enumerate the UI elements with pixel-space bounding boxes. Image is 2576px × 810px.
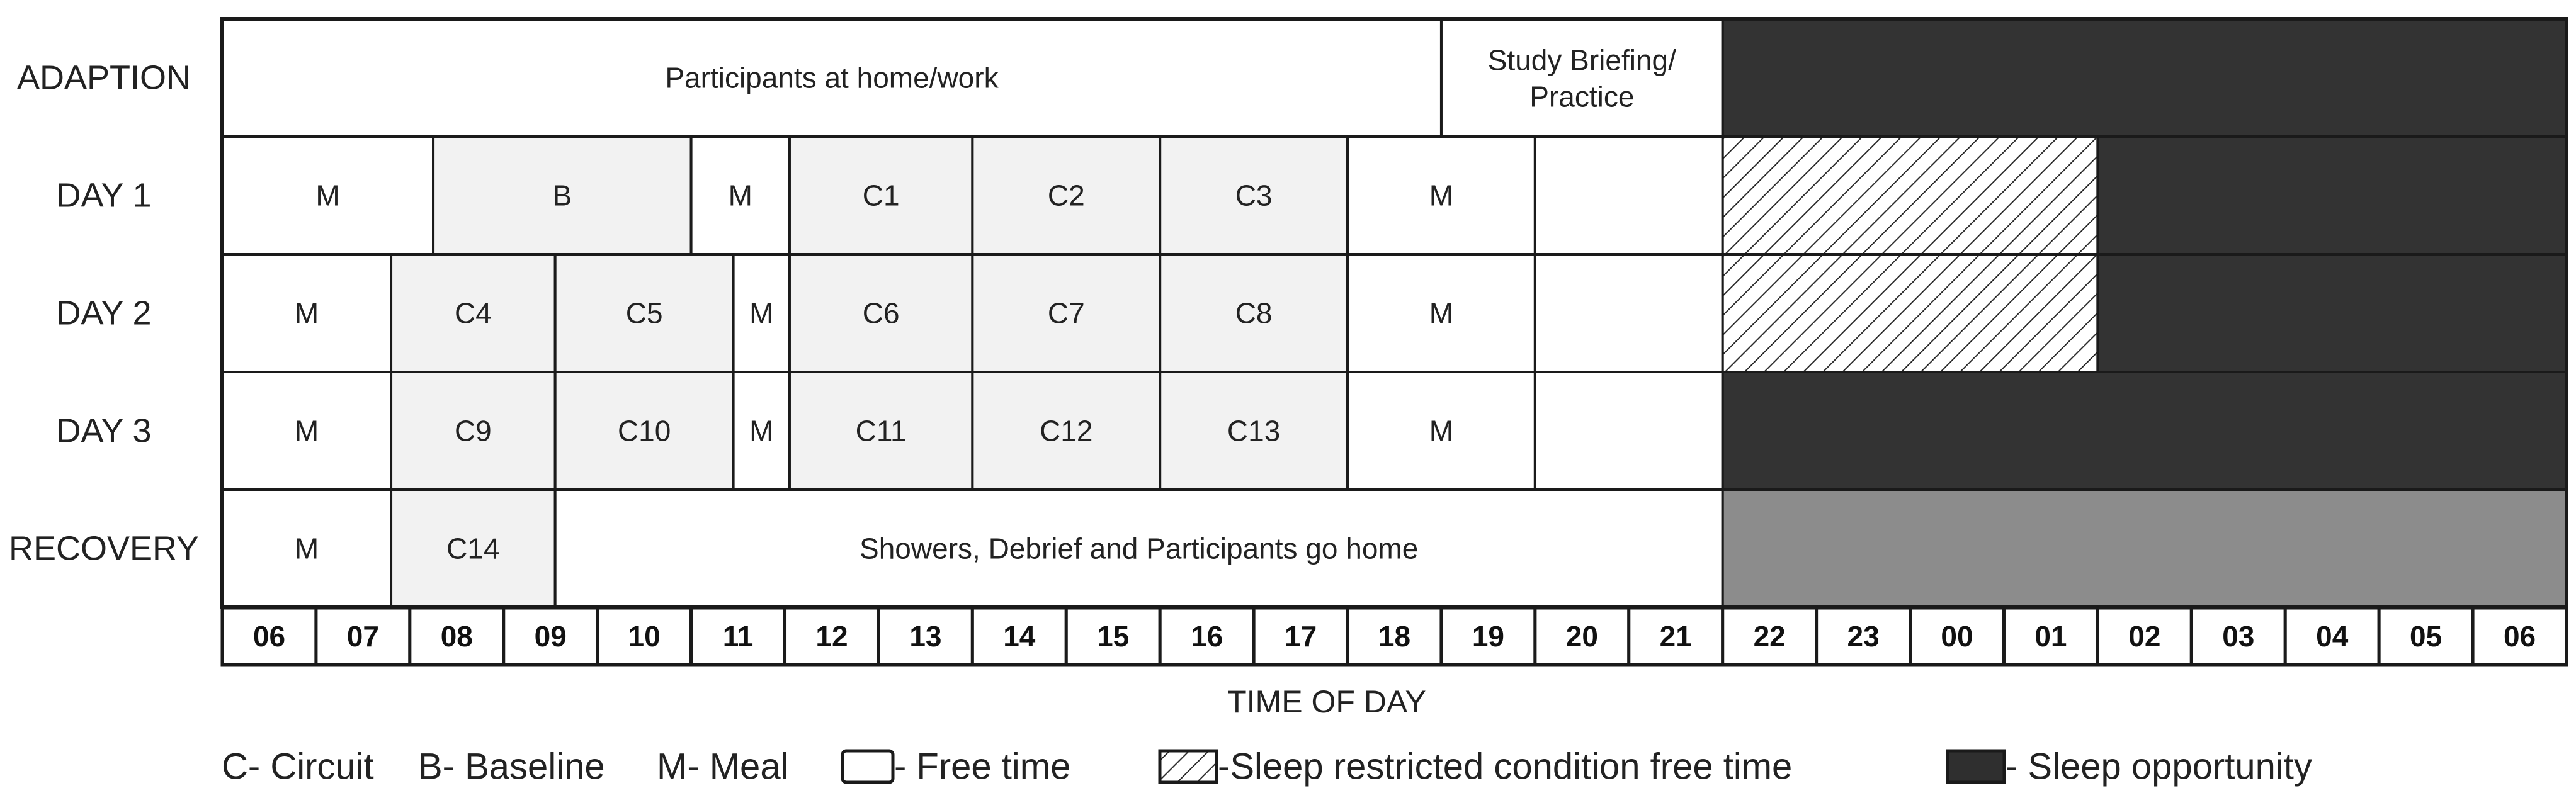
segment-sleep [1723, 372, 2567, 490]
legend-sleep-opportunity: - Sleep opportunity [2006, 746, 2312, 787]
hour-tick-label: 04 [2316, 620, 2349, 653]
schedule-row-adaption [17, 19, 2567, 137]
schedule-row-recovery [9, 490, 2567, 607]
hour-tick-label: 18 [1378, 620, 1411, 653]
legend-baseline: B- Baseline [418, 746, 605, 787]
segment-label: M [294, 414, 319, 447]
hour-tick-label: 15 [1097, 620, 1130, 653]
hour-tick-label: 09 [534, 620, 567, 653]
segment-label: Study Briefing/ Practice [1487, 43, 1676, 113]
hour-tick-label: 14 [1003, 620, 1036, 653]
hour-tick-label: 12 [815, 620, 848, 653]
row-label-day-3: DAY 3 [56, 412, 152, 450]
segment-label: M [1429, 296, 1454, 330]
legend-meal: M- Meal [657, 746, 789, 787]
legend [222, 746, 2312, 787]
segment-free [1535, 254, 1723, 372]
hour-tick-label: 23 [1847, 620, 1880, 653]
segment-label: Showers, Debrief and Participants go home [860, 532, 1419, 565]
row-label-recovery: RECOVERY [8, 529, 200, 568]
segment-label: C13 [1227, 414, 1281, 447]
segment-label: M [728, 179, 752, 212]
segment-label: C10 [617, 414, 671, 447]
row-label-day-2: DAY 2 [56, 294, 152, 332]
segment-label: C8 [1235, 296, 1273, 330]
segment-label: M [294, 296, 319, 330]
legend-circuit: C- Circuit [222, 746, 374, 787]
segment-label: M [749, 296, 774, 330]
hour-tick-label: 03 [2222, 620, 2255, 653]
segment-hatch [1723, 137, 2098, 254]
segment-label: C9 [454, 414, 492, 447]
schedule-row-day-3 [56, 372, 2567, 490]
segment-recovery_sleep [1723, 490, 2567, 607]
segment-study-briefing-practice [1441, 19, 1723, 137]
segment-label: C7 [1047, 296, 1085, 330]
segment-label: M [315, 179, 340, 212]
segment-hatch [1723, 254, 2098, 372]
hour-tick-label: 11 [722, 620, 754, 653]
segment-sleep [2097, 254, 2567, 372]
hour-tick-label: 07 [346, 620, 379, 653]
segment-label: M [1429, 179, 1454, 212]
hour-tick-label: 01 [2034, 620, 2067, 653]
segment-label: M [294, 532, 319, 565]
segment-label: C14 [446, 532, 500, 565]
segment-label: Participants at home/work [665, 61, 999, 94]
hour-tick-label: 16 [1191, 620, 1223, 653]
segment-label: C1 [862, 179, 900, 212]
hour-tick-label: 20 [1565, 620, 1598, 653]
hour-tick-label: 13 [909, 620, 942, 653]
segment-sleep [1723, 19, 2567, 137]
segment-sleep [2097, 137, 2567, 254]
segment-label: C6 [862, 296, 900, 330]
hour-tick-label: 10 [628, 620, 661, 653]
segment-free [1535, 137, 1723, 254]
legend-free-time-swatch [843, 751, 893, 782]
legend-free-time: - Free time [894, 746, 1071, 787]
x-axis-title: TIME OF DAY [1227, 684, 1426, 719]
segment-label: C11 [855, 414, 907, 447]
hour-tick-label: 17 [1284, 620, 1317, 653]
segment-label: M [749, 414, 774, 447]
segment-label: C4 [454, 296, 492, 330]
hour-tick-label: 05 [2410, 620, 2443, 653]
hour-tick-label: 06 [2503, 620, 2536, 653]
legend-sleep-swatch [1948, 751, 2004, 782]
segment-label: B [552, 179, 572, 212]
hour-tick-label: 02 [2128, 620, 2161, 653]
segment-label: C3 [1235, 179, 1273, 212]
segment-label: C5 [625, 296, 663, 330]
hour-tick-label: 00 [1941, 620, 1973, 653]
schedule-row-day-2 [56, 254, 2567, 372]
legend-sleep-restricted: -Sleep restricted condition free time [1218, 746, 1793, 787]
row-label-adaption: ADAPTION [16, 59, 191, 97]
segment-free [1535, 372, 1723, 490]
legend-hatch-swatch [1160, 751, 1217, 782]
hour-tick-label: 08 [440, 620, 473, 653]
row-label-day-1: DAY 1 [56, 176, 152, 215]
segment-label: C12 [1040, 414, 1093, 447]
hour-tick-label: 19 [1472, 620, 1505, 653]
segment-label: M [1429, 414, 1454, 447]
hour-tick-label: 21 [1659, 620, 1692, 653]
hour-tick-label: 06 [252, 620, 286, 653]
hour-axis [222, 608, 2567, 665]
schedule-row-day-1 [56, 137, 2567, 254]
segment-label: C2 [1047, 179, 1085, 212]
hour-tick-label: 22 [1753, 620, 1786, 653]
schedule-rows [9, 19, 2567, 607]
